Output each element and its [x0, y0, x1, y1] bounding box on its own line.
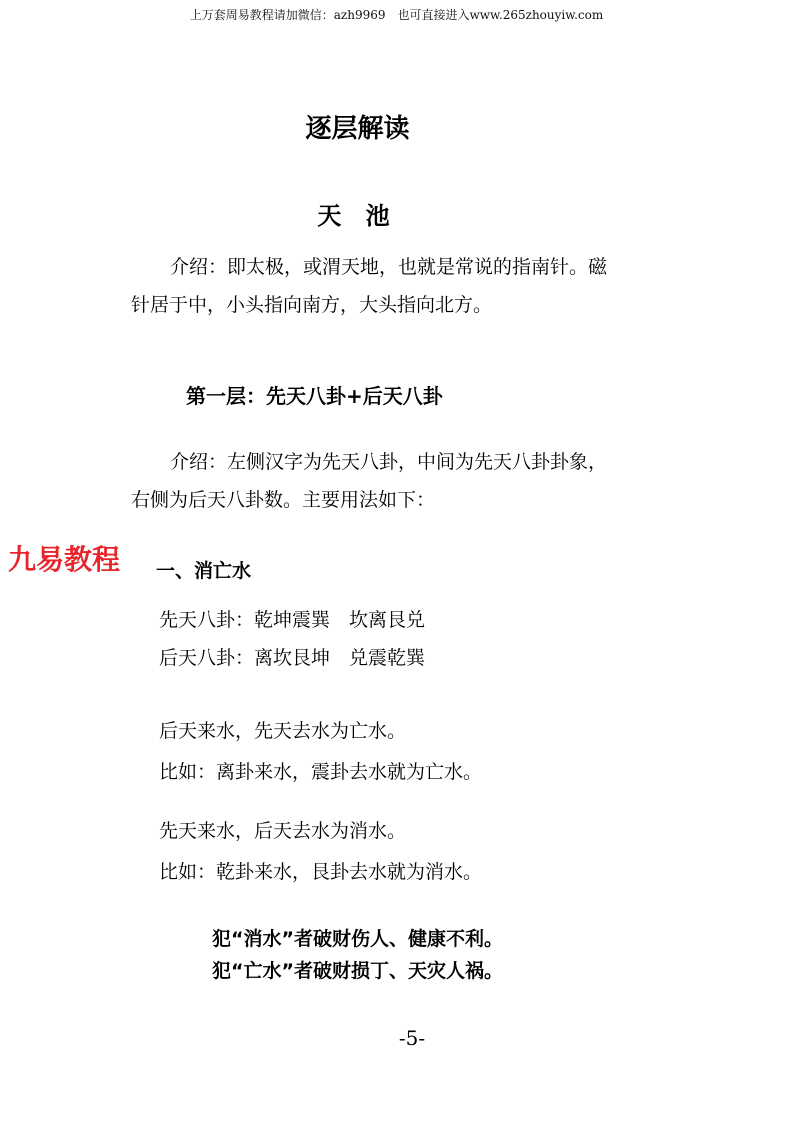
section-intro-line-2: 针居于中，小头指向南方，大头指向北方。: [131, 294, 493, 316]
text-line: 后天八卦：离坎艮坤 兑震乾巽: [159, 647, 426, 669]
text-line: 比如：乾卦来水，艮卦去水就为消水。: [159, 861, 483, 883]
text-line: 先天来水，后天去水为消水。: [159, 820, 407, 842]
section-intro-line-1: 介绍：即太极，或渭天地，也就是常说的指南针。磁: [170, 256, 608, 278]
warning-line: 犯“消水”者破财伤人、健康不利。: [212, 928, 503, 950]
text-line: 比如：离卦来水，震卦去水就为亡水。: [159, 761, 483, 783]
section-title: 天 池: [317, 202, 398, 230]
subsection-heading: 一、消亡水: [156, 560, 252, 582]
layer1-intro-line-1: 介绍：左侧汉字为先天八卦，中间为先天八卦卦象，: [170, 451, 608, 473]
watermark-logo: 九易教程: [8, 543, 121, 576]
layer1-intro-line-2: 右侧为后天八卦数。主要用法如下：: [131, 489, 436, 511]
page-title: 逐层解读: [305, 114, 410, 144]
warning-line: 犯“亡水”者破财损丁、天灾人祸。: [212, 960, 503, 982]
page-number: -5-: [398, 1026, 426, 1050]
text-line: 先天八卦：乾坤震巽 坎离艮兑: [159, 609, 426, 631]
text-line: 后天来水，先天去水为亡水。: [159, 720, 407, 742]
page-header: 上万套周易教程请加微信：azh9969 也可直接进入www.265zhouyiw.com: [189, 8, 604, 22]
layer1-heading: 第一层：先天八卦+后天八卦: [186, 384, 443, 408]
